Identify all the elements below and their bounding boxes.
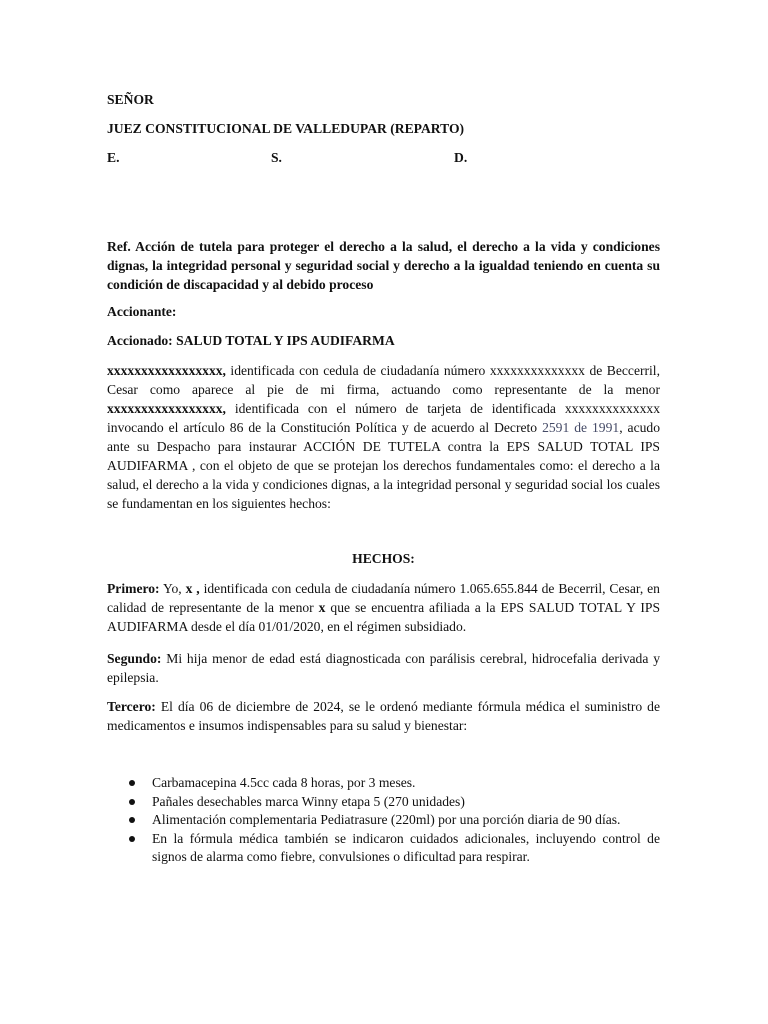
segundo-label: Segundo: bbox=[107, 651, 162, 666]
prescription-list bbox=[107, 774, 660, 867]
hecho-tercero bbox=[107, 697, 660, 735]
primero-label: Primero: bbox=[107, 581, 160, 596]
accionado-label: Accionado: SALUD TOTAL Y IPS AUDIFARMA bbox=[107, 333, 395, 348]
reference-text: Ref. Acción de tutela para proteger el derecho a la salud, el derecho a la vida y condiciones dignas, la integridad personal y seguridad social y derecho a la igualdad teniendo en cuenta su condición de discapacidad y al debido proceso bbox=[107, 239, 660, 292]
intro-name-2: xxxxxxxxxxxxxxxxx, bbox=[107, 401, 226, 416]
decree-link[interactable]: 2591 de 1991 bbox=[542, 420, 620, 435]
primero-x-2: x bbox=[318, 600, 326, 615]
list-item: Carbamacepina 4.5cc cada 8 horas, por 3 meses. bbox=[107, 774, 660, 793]
intro-paragraph bbox=[107, 361, 660, 513]
tercero-label: Tercero: bbox=[107, 699, 156, 714]
intro-name-1: xxxxxxxxxxxxxxxxx, bbox=[107, 363, 226, 378]
primero-text-3: que se encuentra afiliada a la EPS SALUD TOTAL Y IPS AUDIFARMA desde el día 01/01/2020, en el régimen subsidiado. bbox=[107, 600, 661, 634]
primero-text-2: identificada con cedula de ciudadanía número 1.065.655.844 de Becerril, Cesar, en calidad de representante de la menor bbox=[107, 581, 660, 615]
intro-part-1: identificada con cedula de ciudadanía número xxxxxxxxxxxxxx de Beccerril, Cesar como aparece al pie de mi firma, actuando como representante de la menor bbox=[107, 363, 660, 397]
segundo-text: Mi hija menor de edad está diagnosticada con parálisis cerebral, hidrocefalia derivada y epilepsia. bbox=[107, 651, 660, 685]
primero-text-1: Yo, bbox=[159, 581, 186, 596]
hecho-primero bbox=[107, 579, 660, 636]
intro-part-2: identificada con el número de tarjeta de identificada xxxxxxxxxxxxxx invocando el artículo 86 de la Constitución Política y de acuerdo al Decreto bbox=[107, 401, 660, 435]
list-item: En la fórmula médica también se indicaron cuidados adicionales, incluyendo control de signos de alarma como fiebre, convulsiones o dificultad para respirar. bbox=[107, 830, 660, 867]
addressee-title: SEÑOR bbox=[107, 92, 154, 107]
list-item: Alimentación complementaria Pediatrasure (220ml) por una porción diaria de 90 días. bbox=[107, 811, 660, 830]
list-item: Pañales desechables marca Winny etapa 5 (270 unidades) bbox=[107, 793, 660, 812]
intro-part-3: , acudo ante su Despacho para instaurar ACCIÓN DE TUTELA contra la EPS SALUD TOTAL IPS AUDIFARMA , con el objeto de que se protejan los derechos fundamentales como: el derecho a la salud, el derecho a la vida y condiciones dignas, a la integridad personal y seguridad social los cuales se fundamentan en los siguientes hechos: bbox=[107, 420, 660, 511]
salutation-s: S. bbox=[271, 150, 282, 165]
accionante-label: Accionante: bbox=[107, 304, 177, 319]
salutation-d: D. bbox=[454, 150, 468, 165]
salutation-e: E. bbox=[107, 150, 120, 165]
hechos-title: HECHOS: bbox=[352, 551, 415, 566]
primero-x-1: x , bbox=[185, 581, 200, 596]
addressee-judge: JUEZ CONSTITUCIONAL DE VALLEDUPAR (REPARTO) bbox=[107, 121, 465, 136]
tercero-text: El día 06 de diciembre de 2024, se le ordenó mediante fórmula médica el suministro de medicamentos e insumos indispensables para su salud y bienestar: bbox=[107, 699, 660, 733]
hecho-segundo bbox=[107, 649, 660, 687]
